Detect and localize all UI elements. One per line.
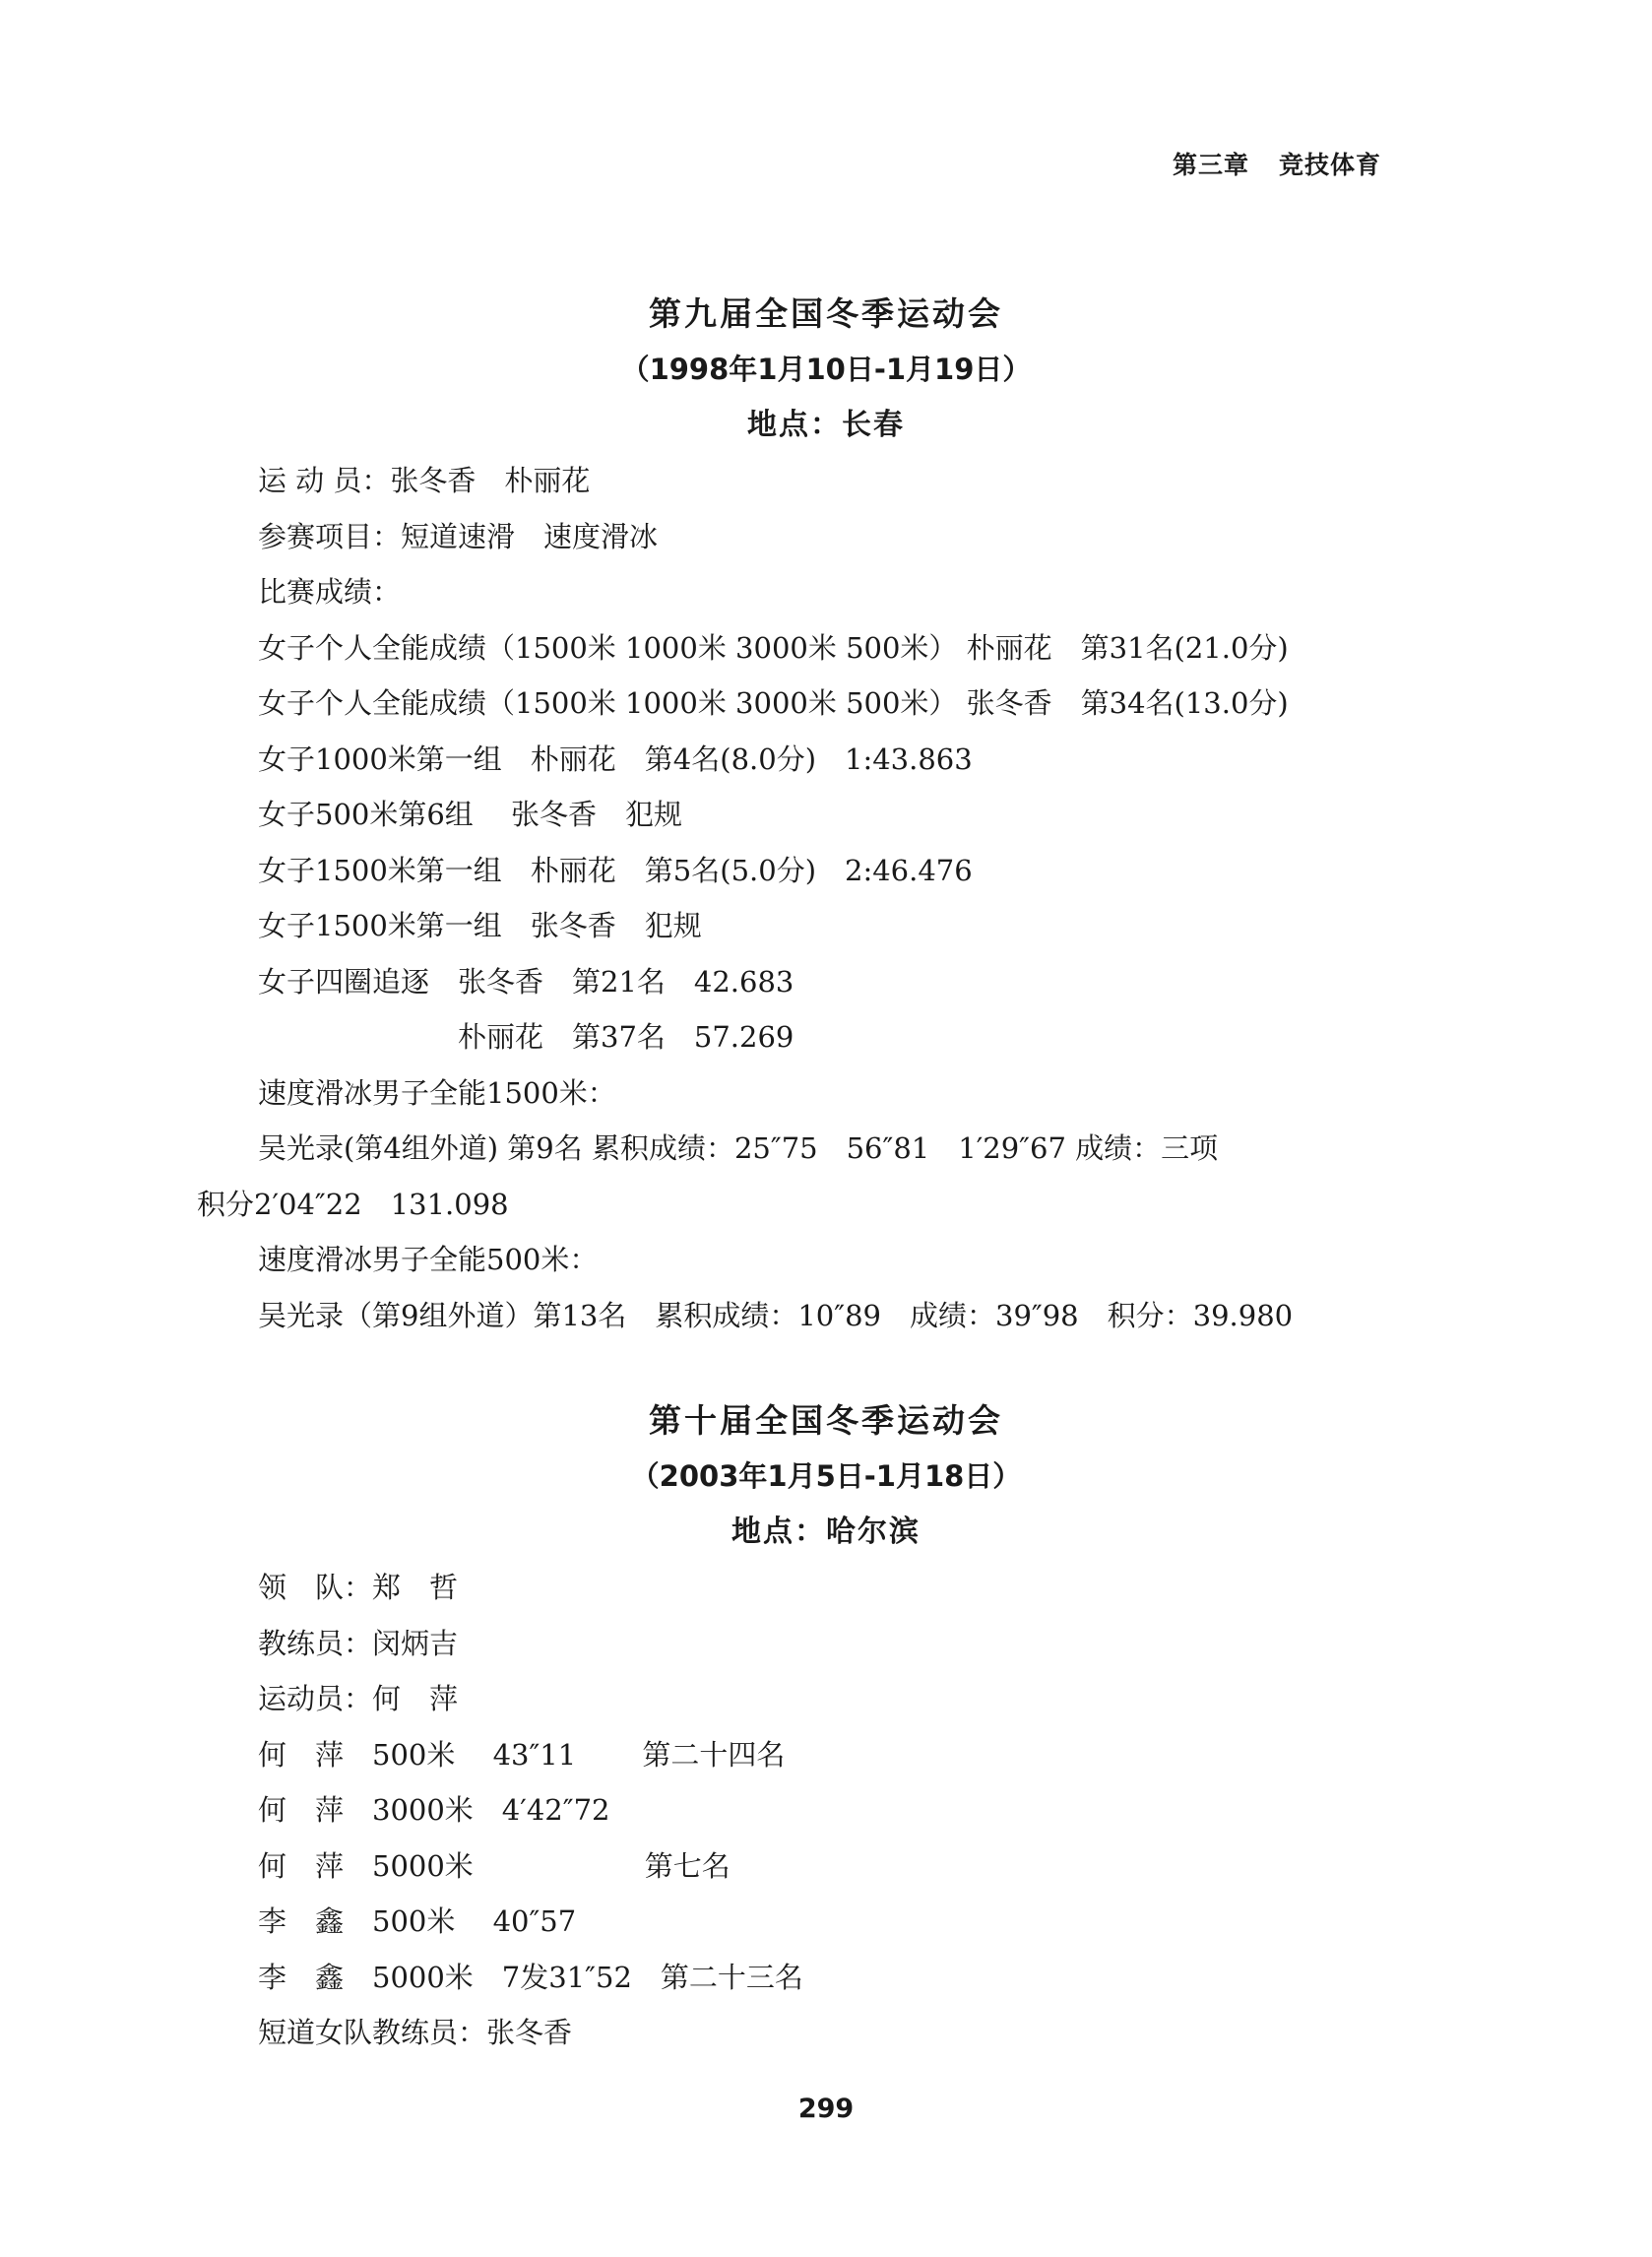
text-line: 短道女队教练员：张冬香 xyxy=(258,2016,573,2049)
text-line: 李 鑫 500米 40″57 xyxy=(258,1904,577,1938)
text-line: 女子个人全能成绩（1500米 1000米 3000米 500米） 张冬香 第34名(13.0分) xyxy=(258,686,1289,720)
text-line: 朴丽花 第37名 57.269 xyxy=(258,1020,794,1054)
running-head-title: 竞技体育 xyxy=(1278,151,1381,179)
text-line-continuation: 积分2′04″22 131.098 xyxy=(197,1187,509,1221)
text-line: 李 鑫 5000米 7发31″52 第二十三名 xyxy=(258,1960,803,1994)
section-lines xyxy=(197,453,1390,1343)
text-line: 女子四圈追逐 张冬香 第21名 42.683 xyxy=(258,964,794,999)
text-line: 速度滑冰男子全能1500米： xyxy=(258,1075,616,1110)
text-line: 吴光录(第4组外道) 第9名 累积成绩：25″75 56″81 1′29″67 成绩：三项 xyxy=(258,1131,1219,1165)
text-line: 女子1000米第一组 朴丽花 第4名(8.0分) 1:43.863 xyxy=(258,742,973,776)
text-line: 运动员：何 萍 xyxy=(258,1682,459,1715)
text-line: 女子个人全能成绩（1500米 1000米 3000米 500米） 朴丽花 第31名(21.0分) xyxy=(258,630,1289,665)
text-line: 何 萍 5000米 第七名 xyxy=(258,1848,731,1883)
text-line: 何 萍 500米 43″11 第二十四名 xyxy=(258,1737,786,1772)
text-line: 比赛成绩： xyxy=(258,575,402,609)
running-head-chapter: 第三章 xyxy=(1172,151,1249,179)
text-line: 速度滑冰男子全能500米： xyxy=(258,1243,599,1276)
section-dates: （2003年1月5日-1月18日） xyxy=(630,1459,1022,1493)
text-line: 运 动 员：张冬香 朴丽花 xyxy=(258,464,591,497)
section-title: 第九届全国冬季运动会 xyxy=(649,294,1003,333)
text-line: 教练员：闵炳吉 xyxy=(258,1626,459,1660)
text-line: 参赛项目：短道速滑 速度滑冰 xyxy=(258,519,659,553)
text-line: 女子1500米第一组 朴丽花 第5名(5.0分) 2:46.476 xyxy=(258,853,973,887)
section-place: 地点：哈尔滨 xyxy=(731,1515,921,1549)
text-line: 何 萍 3000米 4′42″72 xyxy=(258,1793,610,1827)
section-title: 第十届全国冬季运动会 xyxy=(649,1401,1003,1440)
section-lines xyxy=(258,1560,1390,2061)
text-line: 领 队：郑 哲 xyxy=(258,1571,459,1604)
page-number: 299 xyxy=(797,2094,855,2124)
running-head xyxy=(1173,146,1381,181)
section-ninth-games xyxy=(0,288,1652,1343)
section-dates: （1998年1月10日-1月19日） xyxy=(620,353,1032,386)
text-line: 吴光录（第9组外道）第13名 累积成绩：10″89 成绩：39″98 积分：39.980 xyxy=(258,1298,1294,1332)
text-line: 女子500米第6组 张冬香 犯规 xyxy=(258,798,683,831)
section-tenth-games xyxy=(0,1394,1652,2061)
text-line: 女子1500米第一组 张冬香 犯规 xyxy=(258,909,702,942)
section-place: 地点：长春 xyxy=(747,408,905,442)
